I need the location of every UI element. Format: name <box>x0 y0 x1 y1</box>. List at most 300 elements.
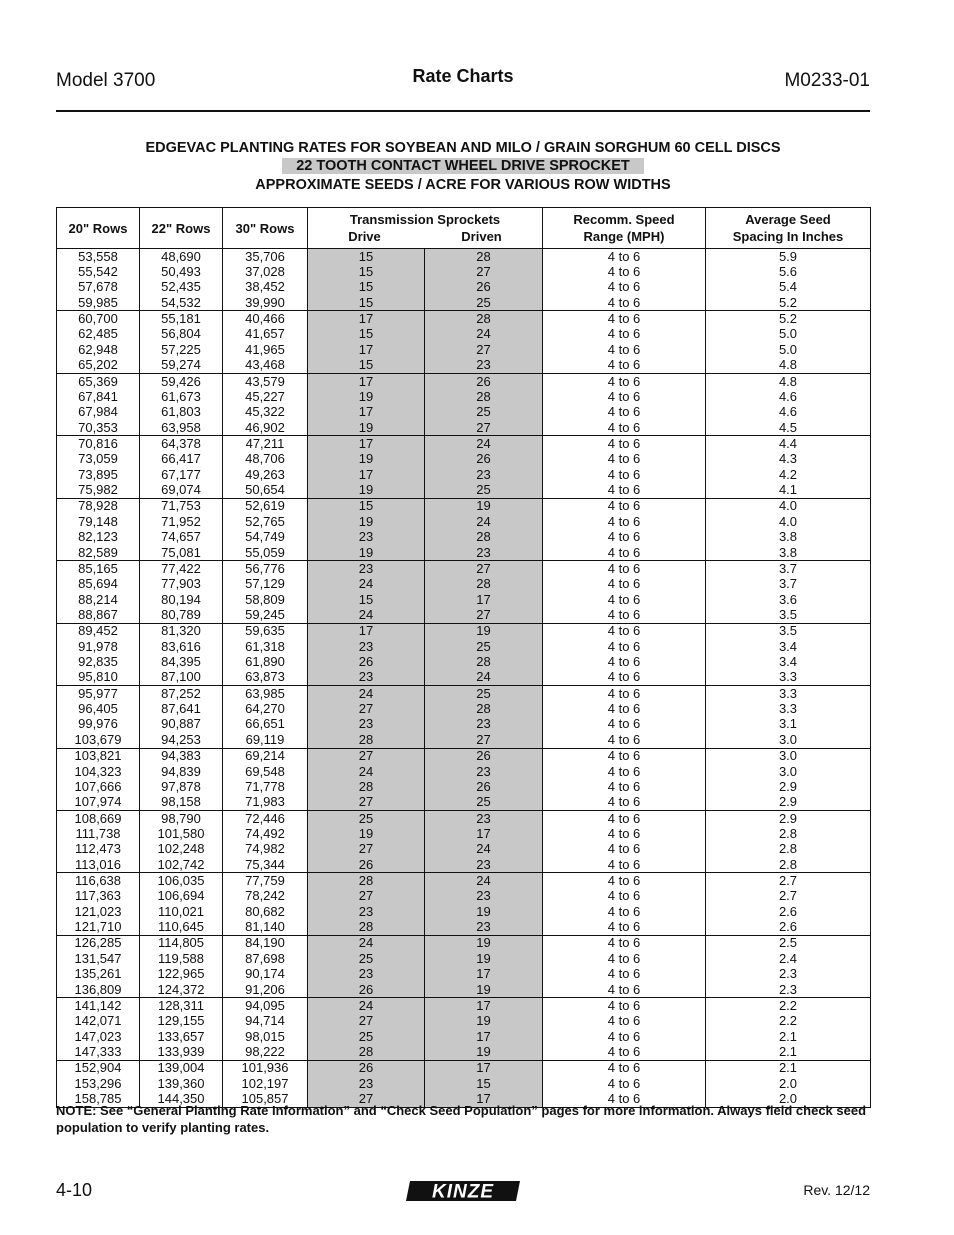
header-speed-range <box>543 208 706 249</box>
driven-cell: 23 <box>425 358 543 374</box>
rows-22-cell: 54,532 <box>140 295 223 311</box>
rows-30-cell: 69,214 <box>223 748 308 764</box>
drive-cell: 25 <box>308 810 425 826</box>
driven-cell: 26 <box>425 373 543 389</box>
rows-22-cell: 98,790 <box>140 810 223 826</box>
driven-cell: 28 <box>425 529 543 544</box>
rows-20-cell: 55,542 <box>57 264 140 279</box>
rows-20-cell: 107,666 <box>57 779 140 794</box>
speed-cell: 4 to 6 <box>543 654 706 669</box>
rows-20-cell: 141,142 <box>57 998 140 1014</box>
table-row <box>57 420 871 436</box>
speed-cell: 4 to 6 <box>543 670 706 686</box>
rows-20-cell: 135,261 <box>57 967 140 982</box>
driven-cell: 19 <box>425 1044 543 1060</box>
rows-30-cell: 50,654 <box>223 482 308 498</box>
rows-30-cell: 41,965 <box>223 342 308 357</box>
driven-cell: 28 <box>425 389 543 404</box>
header-rule <box>56 110 870 112</box>
rows-20-cell: 131,547 <box>57 951 140 966</box>
rows-20-cell: 121,710 <box>57 919 140 935</box>
driven-cell: 28 <box>425 311 543 327</box>
rows-30-cell: 45,322 <box>223 405 308 420</box>
spacing-cell: 3.7 <box>706 577 871 592</box>
driven-cell: 28 <box>425 249 543 265</box>
table-row <box>57 1029 871 1044</box>
rows-30-cell: 94,714 <box>223 1014 308 1029</box>
drive-cell: 19 <box>308 482 425 498</box>
driven-cell: 27 <box>425 264 543 279</box>
spacing-cell: 2.1 <box>706 1029 871 1044</box>
speed-cell: 4 to 6 <box>543 607 706 623</box>
driven-cell: 19 <box>425 498 543 514</box>
speed-cell: 4 to 6 <box>543 842 706 857</box>
driven-cell: 26 <box>425 779 543 794</box>
drive-cell: 23 <box>308 717 425 732</box>
driven-cell: 24 <box>425 873 543 889</box>
rows-20-cell: 88,867 <box>57 607 140 623</box>
drive-cell: 27 <box>308 748 425 764</box>
driven-cell: 23 <box>425 764 543 779</box>
drive-cell: 15 <box>308 280 425 295</box>
header-driven: Driven <box>461 229 502 244</box>
logo-text: KINZE <box>432 1181 494 1203</box>
rows-30-cell: 74,982 <box>223 842 308 857</box>
driven-cell: 27 <box>425 342 543 357</box>
drive-cell: 24 <box>308 935 425 951</box>
spacing-cell: 2.0 <box>706 1076 871 1091</box>
speed-cell: 4 to 6 <box>543 889 706 904</box>
rows-20-cell: 147,023 <box>57 1029 140 1044</box>
speed-cell: 4 to 6 <box>543 732 706 748</box>
rows-20-cell: 111,738 <box>57 826 140 841</box>
rows-30-cell: 98,015 <box>223 1029 308 1044</box>
drive-cell: 19 <box>308 389 425 404</box>
driven-cell: 23 <box>425 889 543 904</box>
page-footer <box>56 1175 870 1207</box>
rows-22-cell: 128,311 <box>140 998 223 1014</box>
drive-cell: 23 <box>308 967 425 982</box>
rows-30-cell: 63,985 <box>223 686 308 702</box>
rows-22-cell: 74,657 <box>140 529 223 544</box>
drive-cell: 17 <box>308 405 425 420</box>
driven-cell: 23 <box>425 810 543 826</box>
spacing-cell: 4.4 <box>706 436 871 452</box>
rows-22-cell: 98,158 <box>140 795 223 811</box>
rows-22-cell: 61,803 <box>140 405 223 420</box>
drive-cell: 23 <box>308 904 425 919</box>
document-number: M0233-01 <box>784 70 870 91</box>
speed-cell: 4 to 6 <box>543 764 706 779</box>
rows-20-cell: 117,363 <box>57 889 140 904</box>
speed-cell: 4 to 6 <box>543 436 706 452</box>
rows-30-cell: 84,190 <box>223 935 308 951</box>
table-header-row <box>57 208 871 249</box>
speed-cell: 4 to 6 <box>543 857 706 873</box>
rows-30-cell: 43,468 <box>223 358 308 374</box>
rows-20-cell: 75,982 <box>57 482 140 498</box>
rows-22-cell: 55,181 <box>140 311 223 327</box>
rows-22-cell: 77,903 <box>140 577 223 592</box>
rows-20-cell: 82,123 <box>57 529 140 544</box>
spacing-cell: 2.6 <box>706 904 871 919</box>
rows-30-cell: 59,635 <box>223 623 308 639</box>
note-text: NOTE: See “General Planting Rate Information” and “Check Seed Population” pages for more information. Always field check seed population to verify planting rates. <box>56 1103 867 1135</box>
speed-cell: 4 to 6 <box>543 686 706 702</box>
speed-cell: 4 to 6 <box>543 420 706 436</box>
speed-cell: 4 to 6 <box>543 327 706 342</box>
driven-cell: 15 <box>425 1076 543 1091</box>
table-row <box>57 919 871 935</box>
rows-30-cell: 47,211 <box>223 436 308 452</box>
table-row <box>57 1060 871 1076</box>
table-row <box>57 810 871 826</box>
drive-cell: 27 <box>308 842 425 857</box>
spacing-cell: 3.8 <box>706 529 871 544</box>
speed-label-1: Recomm. Speed <box>573 212 675 227</box>
table-row <box>57 670 871 686</box>
table-row <box>57 967 871 982</box>
table-row <box>57 982 871 998</box>
driven-cell: 25 <box>425 639 543 654</box>
rows-30-cell: 80,682 <box>223 904 308 919</box>
speed-cell: 4 to 6 <box>543 623 706 639</box>
model-label: Model 3700 <box>56 70 156 91</box>
spacing-cell: 3.3 <box>706 670 871 686</box>
table-row <box>57 249 871 265</box>
spacing-cell: 2.8 <box>706 842 871 857</box>
speed-cell: 4 to 6 <box>543 280 706 295</box>
drive-cell: 26 <box>308 654 425 669</box>
driven-cell: 17 <box>425 1060 543 1076</box>
speed-cell: 4 to 6 <box>543 373 706 389</box>
drive-cell: 19 <box>308 514 425 529</box>
rows-30-cell: 46,902 <box>223 420 308 436</box>
speed-cell: 4 to 6 <box>543 545 706 561</box>
rows-30-cell: 52,765 <box>223 514 308 529</box>
rows-20-cell: 65,202 <box>57 358 140 374</box>
spacing-cell: 2.4 <box>706 951 871 966</box>
driven-cell: 25 <box>425 295 543 311</box>
rows-30-cell: 58,809 <box>223 592 308 607</box>
rows-30-cell: 43,579 <box>223 373 308 389</box>
rows-22-cell: 94,839 <box>140 764 223 779</box>
speed-cell: 4 to 6 <box>543 639 706 654</box>
rows-20-cell: 91,978 <box>57 639 140 654</box>
table-row <box>57 748 871 764</box>
driven-cell: 17 <box>425 1091 543 1107</box>
table-row <box>57 498 871 514</box>
table-heading-2 <box>56 158 870 174</box>
rows-22-cell: 133,657 <box>140 1029 223 1044</box>
driven-cell: 19 <box>425 1014 543 1029</box>
rows-22-cell: 106,035 <box>140 873 223 889</box>
driven-cell: 19 <box>425 935 543 951</box>
table-row <box>57 795 871 811</box>
rows-20-cell: 88,214 <box>57 592 140 607</box>
speed-cell: 4 to 6 <box>543 482 706 498</box>
table-body <box>57 249 871 1108</box>
driven-cell: 23 <box>425 467 543 482</box>
speed-cell: 4 to 6 <box>543 264 706 279</box>
spacing-cell: 4.6 <box>706 389 871 404</box>
rows-22-cell: 71,753 <box>140 498 223 514</box>
rows-22-cell: 102,248 <box>140 842 223 857</box>
rows-30-cell: 66,651 <box>223 717 308 732</box>
drive-cell: 17 <box>308 311 425 327</box>
drive-cell: 24 <box>308 764 425 779</box>
speed-cell: 4 to 6 <box>543 748 706 764</box>
rows-22-cell: 110,645 <box>140 919 223 935</box>
spacing-cell: 2.3 <box>706 982 871 998</box>
speed-cell: 4 to 6 <box>543 1044 706 1060</box>
speed-cell: 4 to 6 <box>543 1014 706 1029</box>
speed-cell: 4 to 6 <box>543 561 706 577</box>
driven-cell: 24 <box>425 842 543 857</box>
rows-22-cell: 110,021 <box>140 904 223 919</box>
rows-20-cell: 85,165 <box>57 561 140 577</box>
rows-30-cell: 54,749 <box>223 529 308 544</box>
table-heading-1: EDGEVAC PLANTING RATES FOR SOYBEAN AND MILO / GRAIN SORGHUM 60 CELL DISCS <box>145 140 781 156</box>
spacing-cell: 5.6 <box>706 264 871 279</box>
rows-22-cell: 59,426 <box>140 373 223 389</box>
rows-20-cell: 158,785 <box>57 1091 140 1107</box>
spacing-cell: 3.1 <box>706 717 871 732</box>
spacing-cell: 3.4 <box>706 639 871 654</box>
table-row <box>57 280 871 295</box>
rows-30-cell: 40,466 <box>223 311 308 327</box>
rows-20-cell: 70,353 <box>57 420 140 436</box>
speed-cell: 4 to 6 <box>543 577 706 592</box>
spacing-cell: 2.9 <box>706 810 871 826</box>
spacing-cell: 2.2 <box>706 1014 871 1029</box>
rows-20-cell: 59,985 <box>57 295 140 311</box>
driven-cell: 24 <box>425 670 543 686</box>
rows-20-cell: 53,558 <box>57 249 140 265</box>
driven-cell: 23 <box>425 919 543 935</box>
rows-22-cell: 133,939 <box>140 1044 223 1060</box>
rows-30-cell: 45,227 <box>223 389 308 404</box>
rows-30-cell: 77,759 <box>223 873 308 889</box>
rows-22-cell: 87,100 <box>140 670 223 686</box>
rows-30-cell: 98,222 <box>223 1044 308 1060</box>
speed-cell: 4 to 6 <box>543 405 706 420</box>
table-row <box>57 467 871 482</box>
table-row <box>57 732 871 748</box>
spacing-cell: 4.0 <box>706 498 871 514</box>
rows-20-cell: 96,405 <box>57 701 140 716</box>
spacing-cell: 4.3 <box>706 452 871 467</box>
driven-cell: 24 <box>425 436 543 452</box>
rows-22-cell: 56,804 <box>140 327 223 342</box>
rows-22-cell: 87,641 <box>140 701 223 716</box>
rows-20-cell: 78,928 <box>57 498 140 514</box>
drive-cell: 27 <box>308 1091 425 1107</box>
table-row <box>57 623 871 639</box>
driven-cell: 25 <box>425 405 543 420</box>
table-row <box>57 482 871 498</box>
rows-22-cell: 87,252 <box>140 686 223 702</box>
rows-22-cell: 101,580 <box>140 826 223 841</box>
speed-cell: 4 to 6 <box>543 295 706 311</box>
table-row <box>57 764 871 779</box>
drive-cell: 23 <box>308 670 425 686</box>
driven-cell: 25 <box>425 795 543 811</box>
drive-cell: 24 <box>308 998 425 1014</box>
rows-20-cell: 65,369 <box>57 373 140 389</box>
drive-cell: 26 <box>308 857 425 873</box>
rows-22-cell: 139,360 <box>140 1076 223 1091</box>
rows-22-cell: 67,177 <box>140 467 223 482</box>
spacing-cell: 2.1 <box>706 1044 871 1060</box>
rows-20-cell: 73,895 <box>57 467 140 482</box>
spacing-cell: 4.0 <box>706 514 871 529</box>
drive-cell: 15 <box>308 498 425 514</box>
drive-cell: 28 <box>308 873 425 889</box>
spacing-cell: 2.2 <box>706 998 871 1014</box>
table-row <box>57 592 871 607</box>
driven-cell: 23 <box>425 857 543 873</box>
rows-30-cell: 81,140 <box>223 919 308 935</box>
rows-22-cell: 122,965 <box>140 967 223 982</box>
rows-30-cell: 59,245 <box>223 607 308 623</box>
rows-30-cell: 69,548 <box>223 764 308 779</box>
drive-cell: 19 <box>308 545 425 561</box>
rows-22-cell: 66,417 <box>140 452 223 467</box>
rows-22-cell: 81,320 <box>140 623 223 639</box>
drive-cell: 17 <box>308 467 425 482</box>
driven-cell: 24 <box>425 514 543 529</box>
rows-20-cell: 62,485 <box>57 327 140 342</box>
driven-cell: 19 <box>425 904 543 919</box>
speed-cell: 4 to 6 <box>543 717 706 732</box>
header-20-rows: 20" Rows <box>57 208 140 249</box>
spacing-cell: 3.3 <box>706 701 871 716</box>
page-title: Rate Charts <box>412 66 514 86</box>
rows-22-cell: 59,274 <box>140 358 223 374</box>
rows-30-cell: 38,452 <box>223 280 308 295</box>
rows-22-cell: 69,074 <box>140 482 223 498</box>
rows-22-cell: 83,616 <box>140 639 223 654</box>
speed-cell: 4 to 6 <box>543 982 706 998</box>
rows-20-cell: 116,638 <box>57 873 140 889</box>
rows-20-cell: 113,016 <box>57 857 140 873</box>
speed-cell: 4 to 6 <box>543 919 706 935</box>
driven-cell: 24 <box>425 327 543 342</box>
speed-cell: 4 to 6 <box>543 358 706 374</box>
table-row <box>57 1076 871 1091</box>
table-row <box>57 436 871 452</box>
driven-cell: 17 <box>425 592 543 607</box>
rows-22-cell: 80,789 <box>140 607 223 623</box>
rows-30-cell: 35,706 <box>223 249 308 265</box>
rows-20-cell: 92,835 <box>57 654 140 669</box>
table-row <box>57 935 871 951</box>
rows-30-cell: 61,890 <box>223 654 308 669</box>
table-row <box>57 842 871 857</box>
spacing-cell: 5.0 <box>706 342 871 357</box>
driven-cell: 26 <box>425 452 543 467</box>
driven-cell: 27 <box>425 732 543 748</box>
drive-cell: 27 <box>308 701 425 716</box>
rows-20-cell: 126,285 <box>57 935 140 951</box>
rows-22-cell: 97,878 <box>140 779 223 794</box>
table-row <box>57 701 871 716</box>
spacing-cell: 2.7 <box>706 873 871 889</box>
drive-cell: 19 <box>308 452 425 467</box>
table-row <box>57 607 871 623</box>
spacing-cell: 4.6 <box>706 405 871 420</box>
spacing-cell: 5.2 <box>706 295 871 311</box>
rows-22-cell: 144,350 <box>140 1091 223 1107</box>
speed-cell: 4 to 6 <box>543 249 706 265</box>
speed-cell: 4 to 6 <box>543 826 706 841</box>
rows-22-cell: 80,194 <box>140 592 223 607</box>
speed-cell: 4 to 6 <box>543 795 706 811</box>
driven-cell: 17 <box>425 1029 543 1044</box>
spacing-cell: 4.8 <box>706 373 871 389</box>
spacing-cell: 2.0 <box>706 1091 871 1107</box>
drive-cell: 15 <box>308 327 425 342</box>
drive-cell: 19 <box>308 826 425 841</box>
table-row <box>57 545 871 561</box>
spacing-cell: 3.7 <box>706 561 871 577</box>
speed-cell: 4 to 6 <box>543 1029 706 1044</box>
spacing-cell: 3.0 <box>706 748 871 764</box>
rows-30-cell: 64,270 <box>223 701 308 716</box>
rows-20-cell: 57,678 <box>57 280 140 295</box>
drive-cell: 23 <box>308 561 425 577</box>
spacing-cell: 2.8 <box>706 826 871 841</box>
speed-cell: 4 to 6 <box>543 998 706 1014</box>
spacing-cell: 2.6 <box>706 919 871 935</box>
header-transmission-sprockets <box>308 208 543 249</box>
spacing-cell: 4.1 <box>706 482 871 498</box>
planting-rates-table <box>56 207 871 1108</box>
rows-20-cell: 62,948 <box>57 342 140 357</box>
rows-20-cell: 112,473 <box>57 842 140 857</box>
rows-30-cell: 71,778 <box>223 779 308 794</box>
table-heading-3: APPROXIMATE SEEDS / ACRE FOR VARIOUS ROW WIDTHS <box>255 177 671 193</box>
rows-22-cell: 57,225 <box>140 342 223 357</box>
rows-30-cell: 57,129 <box>223 577 308 592</box>
rows-20-cell: 103,821 <box>57 748 140 764</box>
rows-22-cell: 77,422 <box>140 561 223 577</box>
speed-cell: 4 to 6 <box>543 529 706 544</box>
spacing-cell: 2.9 <box>706 795 871 811</box>
speed-cell: 4 to 6 <box>543 1060 706 1076</box>
speed-cell: 4 to 6 <box>543 311 706 327</box>
table-row <box>57 654 871 669</box>
drive-cell: 17 <box>308 623 425 639</box>
revision-label: Rev. 12/12 <box>803 1182 870 1198</box>
spacing-cell: 4.2 <box>706 467 871 482</box>
rows-30-cell: 69,119 <box>223 732 308 748</box>
table-row <box>57 327 871 342</box>
rows-20-cell: 73,059 <box>57 452 140 467</box>
rows-30-cell: 74,492 <box>223 826 308 841</box>
rows-20-cell: 147,333 <box>57 1044 140 1060</box>
rows-22-cell: 71,952 <box>140 514 223 529</box>
rows-30-cell: 37,028 <box>223 264 308 279</box>
rows-20-cell: 136,809 <box>57 982 140 998</box>
drive-cell: 17 <box>308 436 425 452</box>
drive-cell: 25 <box>308 1029 425 1044</box>
rows-22-cell: 139,004 <box>140 1060 223 1076</box>
rows-22-cell: 94,383 <box>140 748 223 764</box>
rows-22-cell: 52,435 <box>140 280 223 295</box>
drive-cell: 28 <box>308 779 425 794</box>
